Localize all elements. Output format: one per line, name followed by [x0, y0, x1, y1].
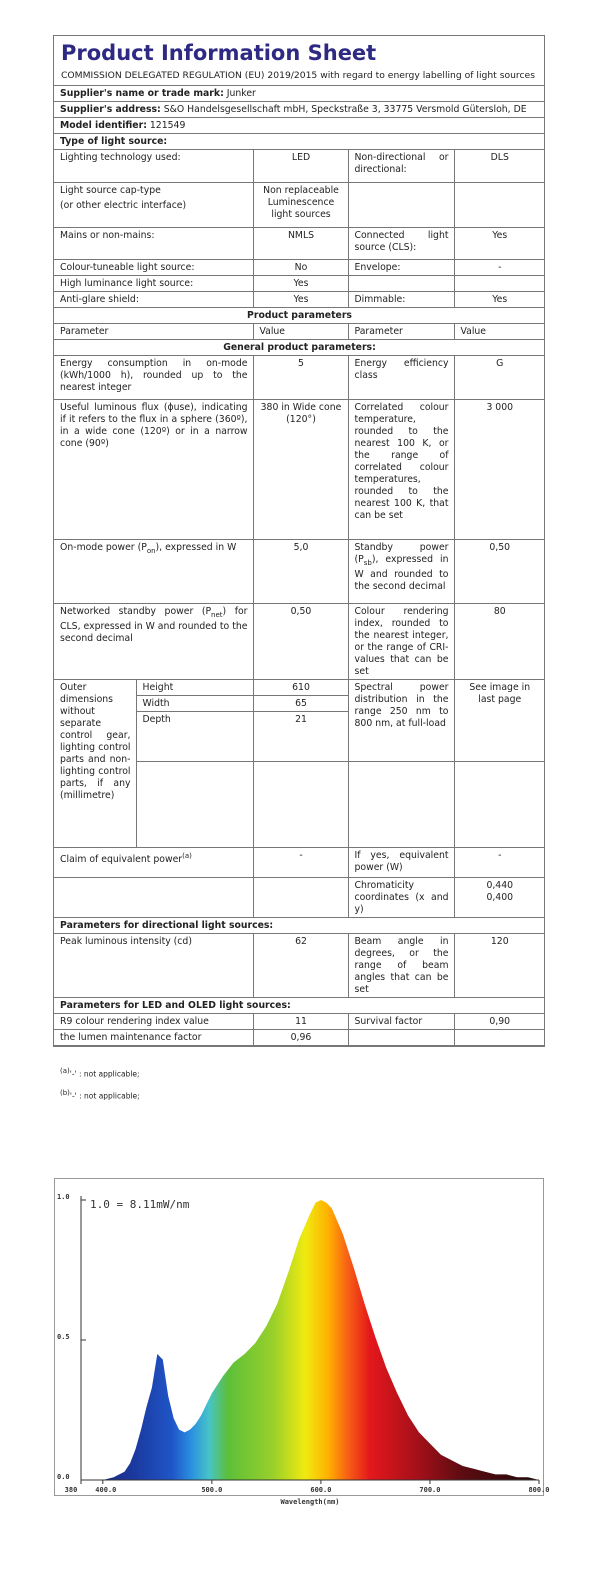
product-parameters-heading: Product parameters	[54, 308, 544, 324]
spd-label: Spectral power distribution in the range 250 nm to 800 nm, at full-load	[348, 680, 454, 762]
mains-value: NMLS	[253, 228, 348, 260]
directional-value: DLS	[454, 150, 544, 183]
chromaticity-value	[454, 878, 544, 918]
empty-cell	[348, 183, 454, 228]
type-heading: Type of light source:	[54, 134, 544, 150]
section-heading-row	[54, 308, 544, 324]
networked-standby-label	[54, 604, 253, 680]
label-subscript: net	[211, 610, 223, 619]
page-title: Product Information Sheet	[61, 41, 377, 65]
label-part: Standby power (P	[354, 542, 449, 565]
spectral-distribution-chart	[54, 1178, 550, 1506]
high-luminance-label: High luminance light source:	[54, 276, 253, 292]
cap-value: Non replaceable Luminescence light sources	[253, 183, 348, 228]
x-axis-label: Wavelength(nm)	[280, 1498, 340, 1506]
table-row	[54, 680, 544, 696]
dimmable-value: Yes	[454, 292, 544, 308]
table-row	[54, 878, 544, 918]
label-part: ), expressed in W	[155, 542, 237, 553]
empty-cell	[253, 878, 348, 918]
antiglare-value: Yes	[253, 292, 348, 308]
column-header-value: Value	[454, 324, 544, 340]
depth-value: 21	[253, 712, 348, 762]
x-tick-label: 800.0	[528, 1486, 550, 1494]
tech-value: LED	[253, 150, 348, 183]
column-header-row	[54, 324, 544, 340]
empty-cell	[454, 276, 544, 292]
height-label: Height	[136, 680, 253, 696]
column-header-parameter: Parameter	[348, 324, 454, 340]
beam-angle-label: Beam angle in degrees, or the range of beam angles that can be set	[348, 934, 454, 998]
mains-label: Mains or non-mains:	[54, 228, 253, 260]
empty-cell	[454, 183, 544, 228]
cap-label-line1: Light source cap-type	[60, 185, 161, 196]
standby-power-label	[348, 540, 454, 604]
table-row	[54, 228, 544, 260]
footnotes	[60, 1062, 140, 1105]
regulation-subtitle: COMMISSION DELEGATED REGULATION (EU) 2019/2015 with regard to energy labelling of light sources	[61, 70, 535, 81]
cri-value: 80	[454, 604, 544, 680]
peak-intensity-label: Peak luminous intensity (cd)	[54, 934, 253, 998]
equivalent-watt-value: -	[454, 848, 544, 878]
footnote-mark: (a)	[182, 852, 192, 860]
table-row	[54, 356, 544, 400]
table-row	[54, 292, 544, 308]
energy-label: Energy consumption in on-mode (kWh/1000 h), rounded up to the nearest integer	[54, 356, 253, 400]
dimmable-label: Dimmable:	[348, 292, 454, 308]
x-tick-label: 380	[64, 1486, 78, 1494]
survival-label: Survival factor	[348, 1014, 454, 1030]
survival-value: 0,90	[454, 1014, 544, 1030]
chromaticity-y: 0,400	[486, 892, 514, 903]
chromaticity-x: 0,440	[486, 880, 514, 891]
eec-value: G	[454, 356, 544, 400]
label-part: ), expressed in W and rounded to the second decimal	[354, 554, 449, 592]
spd-value: See image in last page	[454, 680, 544, 762]
tech-label: Lighting technology used:	[54, 150, 253, 183]
y-tick-label: 0.0	[57, 1473, 70, 1481]
table-row	[54, 1014, 544, 1030]
supplier-name-label: Supplier's name or trade mark:	[60, 88, 224, 99]
table-row	[54, 848, 544, 878]
x-tick-label: 600.0	[310, 1486, 332, 1494]
cls-label: Connected light source (CLS):	[348, 228, 454, 260]
empty-cell	[348, 276, 454, 292]
chart-annotation: 1.0 = 8.11mW/nm	[90, 1198, 190, 1211]
empty-cell	[253, 762, 348, 848]
label-subscript: on	[146, 546, 156, 555]
cls-value: Yes	[454, 228, 544, 260]
r9-label: R9 colour rendering index value	[54, 1014, 253, 1030]
section-heading-row	[54, 998, 544, 1014]
cct-value: 3 000	[454, 400, 544, 540]
table-row	[54, 260, 544, 276]
table-row	[54, 934, 544, 998]
tuneable-value: No	[253, 260, 348, 276]
depth-label: Depth	[136, 712, 253, 762]
equivalent-power-value: -	[253, 848, 348, 878]
lumen-maintenance-value: 0,96	[253, 1030, 348, 1046]
supplier-address-label: Supplier's address:	[60, 104, 161, 115]
lumen-maintenance-label: the lumen maintenance factor	[54, 1030, 253, 1046]
cct-label: Correlated colour temperature, rounded to the nearest 100 K, or the range of correlated colour temperatures, rounded to the nearest 100 K, that can be set	[348, 400, 454, 540]
high-luminance-value: Yes	[253, 276, 348, 292]
width-value: 65	[253, 696, 348, 712]
label-subscript: sb	[363, 558, 372, 567]
beam-angle-value: 120	[454, 934, 544, 998]
label-part: Claim of equivalent power	[60, 854, 183, 866]
table-row	[54, 150, 544, 183]
empty-cell	[348, 762, 454, 848]
section-heading-row	[54, 340, 544, 356]
empty-cell	[54, 878, 253, 918]
directional-parameters-heading: Parameters for directional light sources:	[54, 918, 544, 934]
flux-label: Useful luminous flux (ϕuse), indicating if it refers to the flux in a sphere (360º), in a wide cone (120º) or in a narrow cone (90º)	[54, 400, 253, 540]
on-mode-power-label	[54, 540, 253, 604]
empty-cell	[348, 1030, 454, 1046]
supplier-name-row	[54, 86, 544, 102]
envelope-value: -	[454, 260, 544, 276]
supplier-address: S&O Handelsgesellschaft mbH, Speckstraße 3, 33775 Versmold Gütersloh, DE	[163, 104, 527, 115]
width-label: Width	[136, 696, 253, 712]
footnote-a	[60, 1062, 140, 1084]
y-tick-label: 1.0	[57, 1193, 70, 1201]
flux-value: 380 in Wide cone (120°)	[253, 400, 348, 540]
empty-cell	[454, 762, 544, 848]
r9-value: 11	[253, 1014, 348, 1030]
empty-cell	[454, 1030, 544, 1046]
column-header-parameter: Parameter	[54, 324, 253, 340]
supplier-name: Junker	[226, 88, 256, 99]
networked-standby-value: 0,50	[253, 604, 348, 680]
tuneable-label: Colour-tuneable light source:	[54, 260, 253, 276]
led-parameters-heading: Parameters for LED and OLED light sources:	[54, 998, 544, 1014]
table-row	[54, 276, 544, 292]
cap-label-line2: (or other electric interface)	[60, 200, 187, 211]
x-tick-label: 400.0	[95, 1486, 117, 1494]
eec-label: Energy efficiency class	[348, 356, 454, 400]
directional-label: Non-directional or directional:	[348, 150, 454, 183]
dimensions-label: Outer dimensions without separate control gear, lighting control parts and non-lighting control parts, if any (millimetre)	[54, 680, 136, 848]
label-part: On-mode power (P	[60, 542, 147, 553]
model-identifier: 121549	[149, 120, 186, 131]
cap-label	[54, 183, 253, 228]
label-part: Networked standby power (P	[60, 606, 212, 617]
general-parameters-heading: General product parameters:	[54, 340, 544, 356]
sheet-header	[54, 36, 544, 86]
table-row	[54, 400, 544, 540]
empty-cell	[136, 762, 253, 848]
label-part: ) for CLS, expressed in W and rounded to the second decimal	[60, 606, 248, 644]
supplier-address-row	[54, 102, 544, 118]
envelope-label: Envelope:	[348, 260, 454, 276]
cri-label: Colour rendering index, rounded to the nearest integer, or the range of CRI-values that can be set	[348, 604, 454, 680]
model-label: Model identifier:	[60, 120, 147, 131]
antiglare-label: Anti-glare shield:	[54, 292, 253, 308]
footnote-text: '-' : not applicable;	[69, 1069, 140, 1079]
equivalent-watt-label: If yes, equivalent power (W)	[348, 848, 454, 878]
column-header-value: Value	[253, 324, 348, 340]
equivalent-power-label	[54, 848, 253, 878]
standby-power-value: 0,50	[454, 540, 544, 604]
chromaticity-label: Chromaticity coordinates (x and y)	[348, 878, 454, 918]
table-row	[54, 540, 544, 604]
info-table	[54, 86, 544, 1046]
x-tick-label: 700.0	[419, 1486, 441, 1494]
product-information-sheet	[53, 35, 545, 1047]
table-row	[54, 1030, 544, 1046]
x-tick-label: 500.0	[201, 1486, 223, 1494]
peak-intensity-value: 62	[253, 934, 348, 998]
section-heading-row	[54, 918, 544, 934]
y-tick-label: 0.5	[57, 1333, 70, 1341]
table-row	[54, 183, 544, 228]
type-heading-row	[54, 134, 544, 150]
energy-value: 5	[253, 356, 348, 400]
model-row	[54, 118, 544, 134]
footnote-mark: (a)	[60, 1067, 70, 1075]
on-mode-power-value: 5,0	[253, 540, 348, 604]
footnote-text: '-' : not applicable;	[69, 1091, 140, 1100]
footnote-mark: (b)	[60, 1088, 70, 1097]
spectral-chart-svg	[54, 1178, 550, 1506]
table-row	[54, 604, 544, 680]
height-value: 610	[253, 680, 348, 696]
footnote-b	[60, 1084, 140, 1106]
